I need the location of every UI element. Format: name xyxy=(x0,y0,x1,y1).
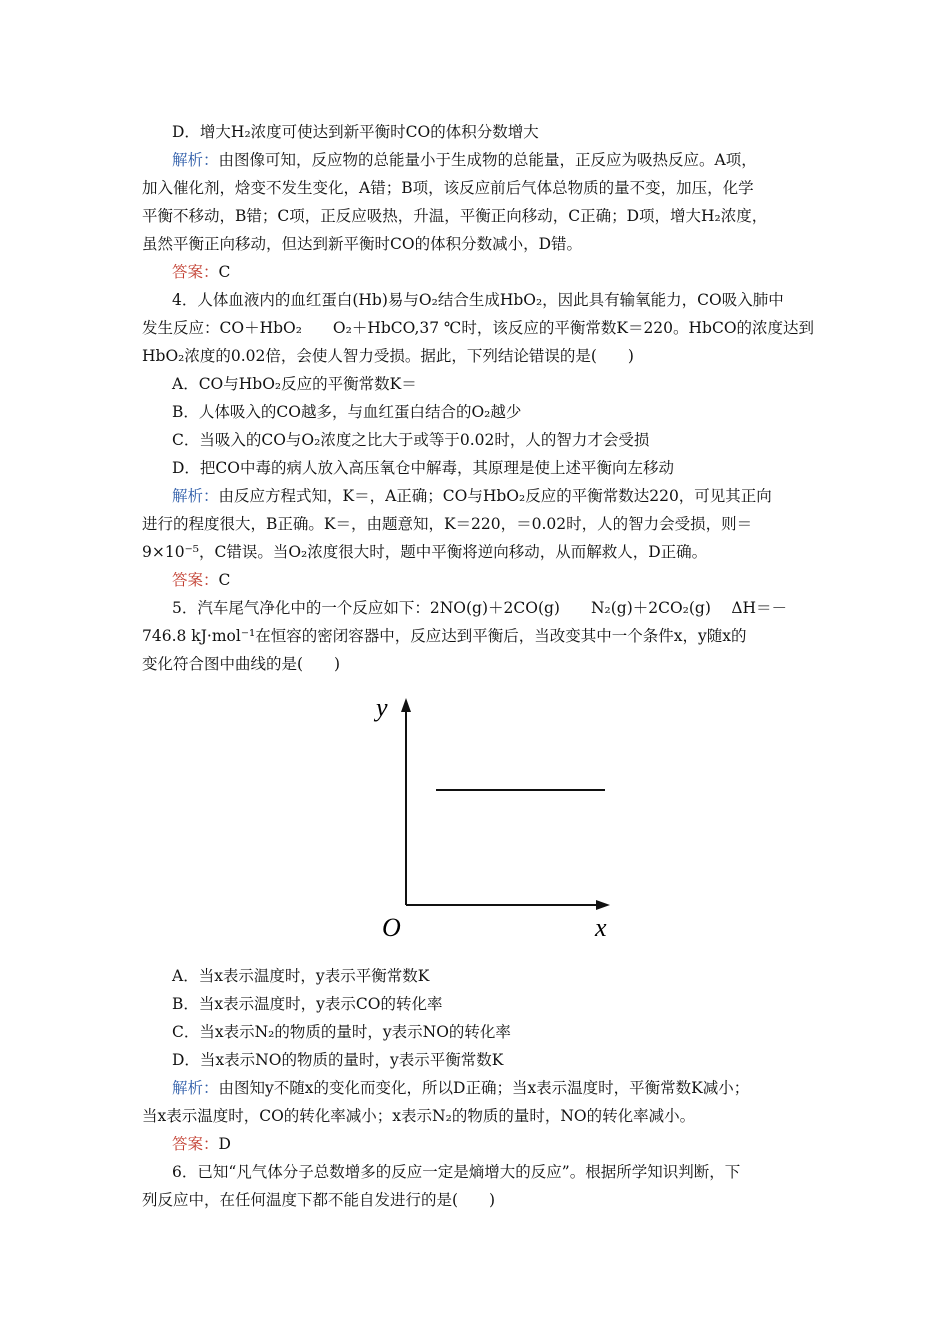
q3-option-d: D．增大H₂浓度可使达到新平衡时CO的体积分数增大 xyxy=(172,123,539,141)
q5-option-c: C．当x表示N₂的物质的量时，y表示NO的转化率 xyxy=(172,1023,511,1041)
q5-answer-label: 答案： xyxy=(172,1135,219,1153)
q6-stem-line-1: 6．已知“凡气体分子总数增多的反应一定是熵增大的反应”。根据所学知识判断，下 xyxy=(172,1163,741,1181)
x-axis-arrow xyxy=(596,900,610,910)
q4-answer-value: C xyxy=(218,571,231,589)
q5-answer-value: D xyxy=(218,1135,231,1153)
q5-option-b: B．当x表示温度时，y表示CO的转化率 xyxy=(172,995,443,1013)
q4-option-d: D．把CO中毒的病人放入高压氧仓中解毒，其原理是使上述平衡向左移动 xyxy=(172,459,674,477)
q4-answer xyxy=(172,570,230,590)
q5-stem-line-2: 746.8 kJ·mol⁻¹在恒容的密闭容器中，反应达到平衡后，当改变其中一个条件x，y随x的 xyxy=(142,627,747,645)
origin-label: O xyxy=(382,913,401,942)
q3-analysis-line-4: 虽然平衡正向移动，但达到新平衡时CO的体积分数减小，D错。 xyxy=(142,235,582,253)
q4-analysis-text-1: 由反应方程式知，K＝，A正确；CO与HbO₂反应的平衡常数达220，可见其正向 xyxy=(218,487,772,505)
q4-option-a: A．CO与HbO₂反应的平衡常数K＝ xyxy=(172,375,417,393)
q4-option-b: B．人体吸入的CO越多，与血红蛋白结合的O₂越少 xyxy=(172,403,522,421)
q4-analysis-label: 解析： xyxy=(172,487,219,505)
q5-stem-line-3: 变化符合图中曲线的是( ) xyxy=(142,655,341,673)
q5-analysis-text-1: 由图知y不随x的变化而变化，所以D正确；当x表示温度时，平衡常数K减小； xyxy=(218,1079,750,1097)
q5-analysis-line-2: 当x表示温度时，CO的转化率减小；x表示N₂的物质的量时，NO的转化率减小。 xyxy=(142,1107,696,1125)
q3-analysis-line-3: 平衡不移动，B错；C项，正反应吸热，升温，平衡正向移动，C正确；D项，增大H₂浓度， xyxy=(142,207,768,225)
q4-stem-line-3: HbO₂浓度的0.02倍，会使人智力受损。据此，下列结论错误的是( ) xyxy=(142,347,634,365)
q3-answer-value: C xyxy=(218,263,231,281)
q4-analysis-line-2: 进行的程度很大，B正确。K＝，由题意知，K＝220，＝0.02时，人的智力会受损，则＝ xyxy=(142,515,753,533)
q4-option-c: C．当吸入的CO与O₂浓度之比大于或等于0.02时，人的智力才会受损 xyxy=(172,431,650,449)
q3-answer xyxy=(172,262,230,282)
q3-analysis-line-2: 加入催化剂，焓变不发生变化，A错；B项，该反应前后气体总物质的量不变，加压，化学 xyxy=(142,179,754,197)
q5-option-a: A．当x表示温度时，y表示平衡常数K xyxy=(172,967,430,985)
q3-analysis-line-1 xyxy=(172,150,757,170)
q5-stem-line-1: 5．汽车尾气净化中的一个反应如下：2NO(g)＋2CO(g) N₂(g)＋2CO₂(g) ΔH＝－ xyxy=(172,599,788,617)
q4-stem-line-1: 4．人体血液内的血红蛋白(Hb)易与O₂结合生成HbO₂，因此具有输氧能力，CO吸入肺中 xyxy=(172,291,784,309)
q5-analysis-label: 解析： xyxy=(172,1079,219,1097)
q3-analysis-text-1: 由图像可知，反应物的总能量小于生成物的总能量，正反应为吸热反应。A项， xyxy=(218,151,757,169)
q5-figure-svg xyxy=(370,690,630,950)
q4-analysis-line-3: 9×10⁻⁵，C错误。当O₂浓度很大时，题中平衡将逆向移动，从而解救人，D正确。 xyxy=(142,543,708,561)
x-axis-label: x xyxy=(595,913,607,942)
q5-option-d: D．当x表示NO的物质的量时，y表示平衡常数K xyxy=(172,1051,504,1069)
q6-stem-line-2: 列反应中，在任何温度下都不能自发进行的是( ) xyxy=(142,1191,496,1209)
q4-answer-label: 答案： xyxy=(172,571,219,589)
q5-figure xyxy=(370,690,630,950)
q5-analysis-line-1 xyxy=(172,1078,749,1098)
y-axis-label: y xyxy=(376,693,388,722)
y-axis-arrow xyxy=(401,698,411,712)
q3-answer-label: 答案： xyxy=(172,263,219,281)
q4-stem-line-2: 发生反应：CO＋HbO₂ O₂＋HbCO,37 ℃时，该反应的平衡常数K＝220。HbCO的浓度达到 xyxy=(142,319,815,337)
q3-analysis-label: 解析： xyxy=(172,151,219,169)
q4-analysis-line-1 xyxy=(172,486,772,506)
q5-answer xyxy=(172,1134,231,1154)
